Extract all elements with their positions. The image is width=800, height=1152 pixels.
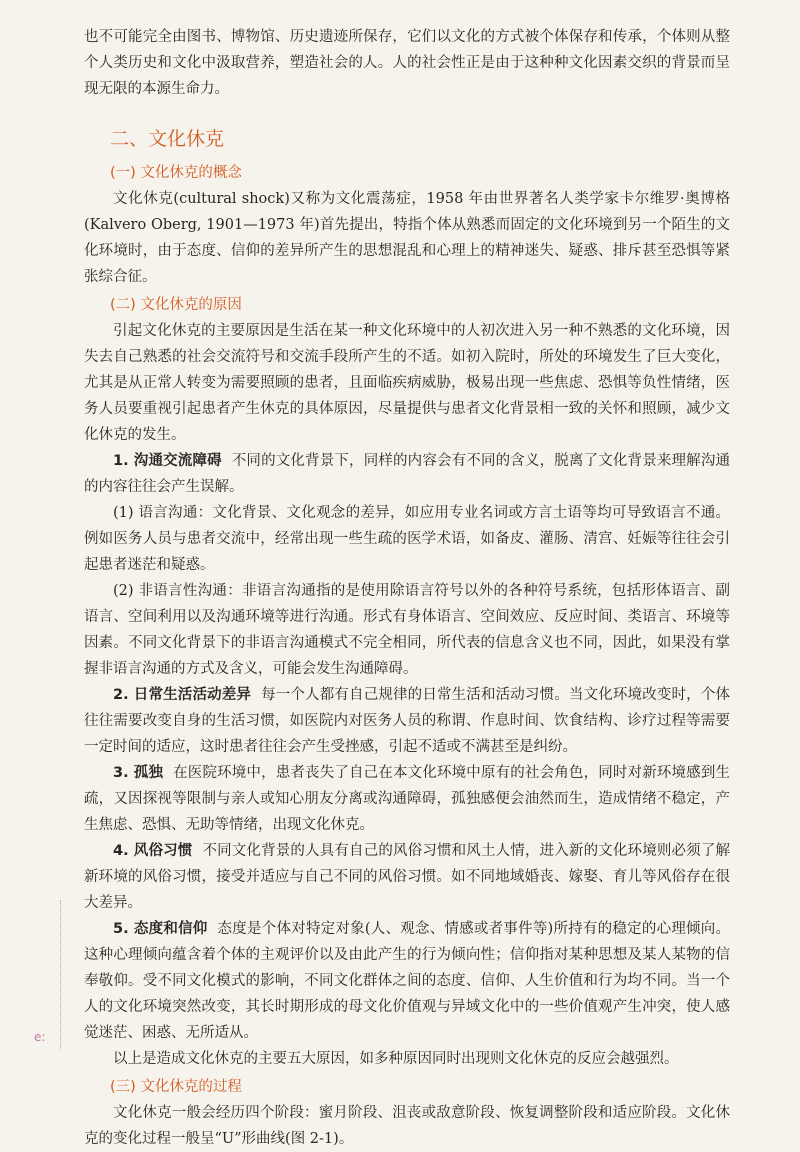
item-customs xyxy=(84,838,730,916)
item-attitude-belief xyxy=(84,916,730,1046)
margin-dotted-line xyxy=(60,900,61,1050)
item-title: 1. 沟通交流障碍 xyxy=(113,453,222,469)
causes-summary: 以上是造成文化休克的主要五大原因，如多种原因同时出现则文化休克的反应会越强烈。 xyxy=(113,1051,679,1067)
item-text: 每一个人都有自己规律的日常生活和活动习惯。当文化环境改变时，个体往往需要改变自身的生活习惯，如医院内对医务人员的称谓、作息时间、饮食结构、诊疗过程等需要一定时间的适应，这时患者往往会产生受挫感，引起不适或不满甚至是纠纷。 xyxy=(84,687,730,755)
item-daily-life xyxy=(84,682,730,760)
item-title: 2. 日常生活活动差异 xyxy=(113,687,252,703)
subsection-heading-process: (三) 文化休克的过程 xyxy=(110,1079,242,1095)
item-communication xyxy=(84,448,730,500)
subsection-heading-causes: (二) 文化休克的原因 xyxy=(110,297,242,313)
page-content xyxy=(84,24,730,1152)
margin-mark: e: xyxy=(34,1030,46,1044)
item-text: 态度是个体对特定对象(人、观念、情感或者事件等)所持有的稳定的心理倾向。这种心理倾向蕴含着个体的主观评价以及由此产生的行为倾向性；信仰指对某种思想及某人某物的信奉敬仰。受不同文化模式的影响，不同文化群体之间的态度、信仰、人生价值和行为均不同。当一个人的文化环境突然改变，其长时期形成的母文化价值观与异域文化中的一些价值观产生冲突，使人感觉迷茫、困惑、无所适从。 xyxy=(84,921,730,1041)
item-text: 不同的文化背景下，同样的内容会有不同的含义，脱离了文化背景来理解沟通的内容往往会产生误解。 xyxy=(84,453,730,495)
item-title: 3. 孤独 xyxy=(113,765,164,781)
intro-paragraph: 也不可能完全由图书、博物馆、历史遗迹所保存，它们以文化的方式被个体保存和传承，个体则从整个人类历史和文化中汲取营养，塑造社会的人。人的社会性正是由于这种种文化因素交织的背景而呈现无限的本源生命力。 xyxy=(84,29,730,97)
item-loneliness xyxy=(84,760,730,838)
section-heading: 二、文化休克 xyxy=(110,128,225,150)
concept-paragraph: 文化休克(cultural shock)又称为文化震荡症，1958 年由世界著名人类学家卡尔维罗·奥博格(Kalvero Oberg, 1901—1973 年)首先提出，特指个体从熟悉而固定的文化环境到另一个陌生的文化环境时，由于态度、信仰的差异所产生的思想混乱和心理上的精神迷失、疑惑、排斥甚至恐惧等紧张综合征。 xyxy=(84,191,730,285)
item-text: 在医院环境中，患者丧失了自己在本文化环境中原有的社会角色，同时对新环境感到生疏，又因探视等限制与亲人或知心朋友分离或沟通障碍，孤独感便会油然而生，造成情绪不稳定，产生焦虑、恐惧、无助等情绪，出现文化休克。 xyxy=(84,765,730,833)
process-paragraph: 文化休克一般会经历四个阶段：蜜月阶段、沮丧或敌意阶段、恢复调整阶段和适应阶段。文化休克的变化过程一般呈“U”形曲线(图 2-1)。 xyxy=(84,1105,730,1147)
subsection-heading-concept: (一) 文化休克的概念 xyxy=(110,165,242,181)
causes-paragraph: 引起文化休克的主要原因是生活在某一种文化环境中的人初次进入另一种不熟悉的文化环境，因失去自己熟悉的社会交流符号和交流手段所产生的不适。如初入院时，所处的环境发生了巨大变化，尤其是从正常人转变为需要照顾的患者，且面临疾病威胁，极易出现一些焦虑、恐惧等负性情绪，医务人员要重视引起患者产生休克的具体原因，尽量提供与患者文化背景相一致的关怀和照顾，减少文化休克的发生。 xyxy=(84,323,730,443)
item-title: 5. 态度和信仰 xyxy=(113,921,208,937)
item-verbal-communication: (1) 语言沟通：文化背景、文化观念的差异，如应用专业名词或方言土语等均可导致语言不通。例如医务人员与患者交流中，经常出现一些生疏的医学术语，如备皮、灌肠、清宫、妊娠等往往会引起患者迷茫和疑惑。 xyxy=(84,505,730,573)
item-title: 4. 风俗习惯 xyxy=(113,843,193,859)
item-nonverbal-communication: (2) 非语言性沟通：非语言沟通指的是使用除语言符号以外的各种符号系统，包括形体语言、副语言、空间利用以及沟通环境等进行沟通。形式有身体语言、空间效应、反应时间、类语言、环境等因素。不同文化背景下的非语言沟通模式不完全相同，所代表的信息含义也不同，因此，如果没有掌握非语言沟通的方式及含义，可能会发生沟通障碍。 xyxy=(84,583,730,677)
item-text: 不同文化背景的人具有自己的风俗习惯和风土人情，进入新的文化环境则必须了解新环境的风俗习惯，接受并适应与自己不同的风俗习惯。如不同地域婚丧、嫁娶、育儿等风俗存在很大差异。 xyxy=(84,843,731,911)
